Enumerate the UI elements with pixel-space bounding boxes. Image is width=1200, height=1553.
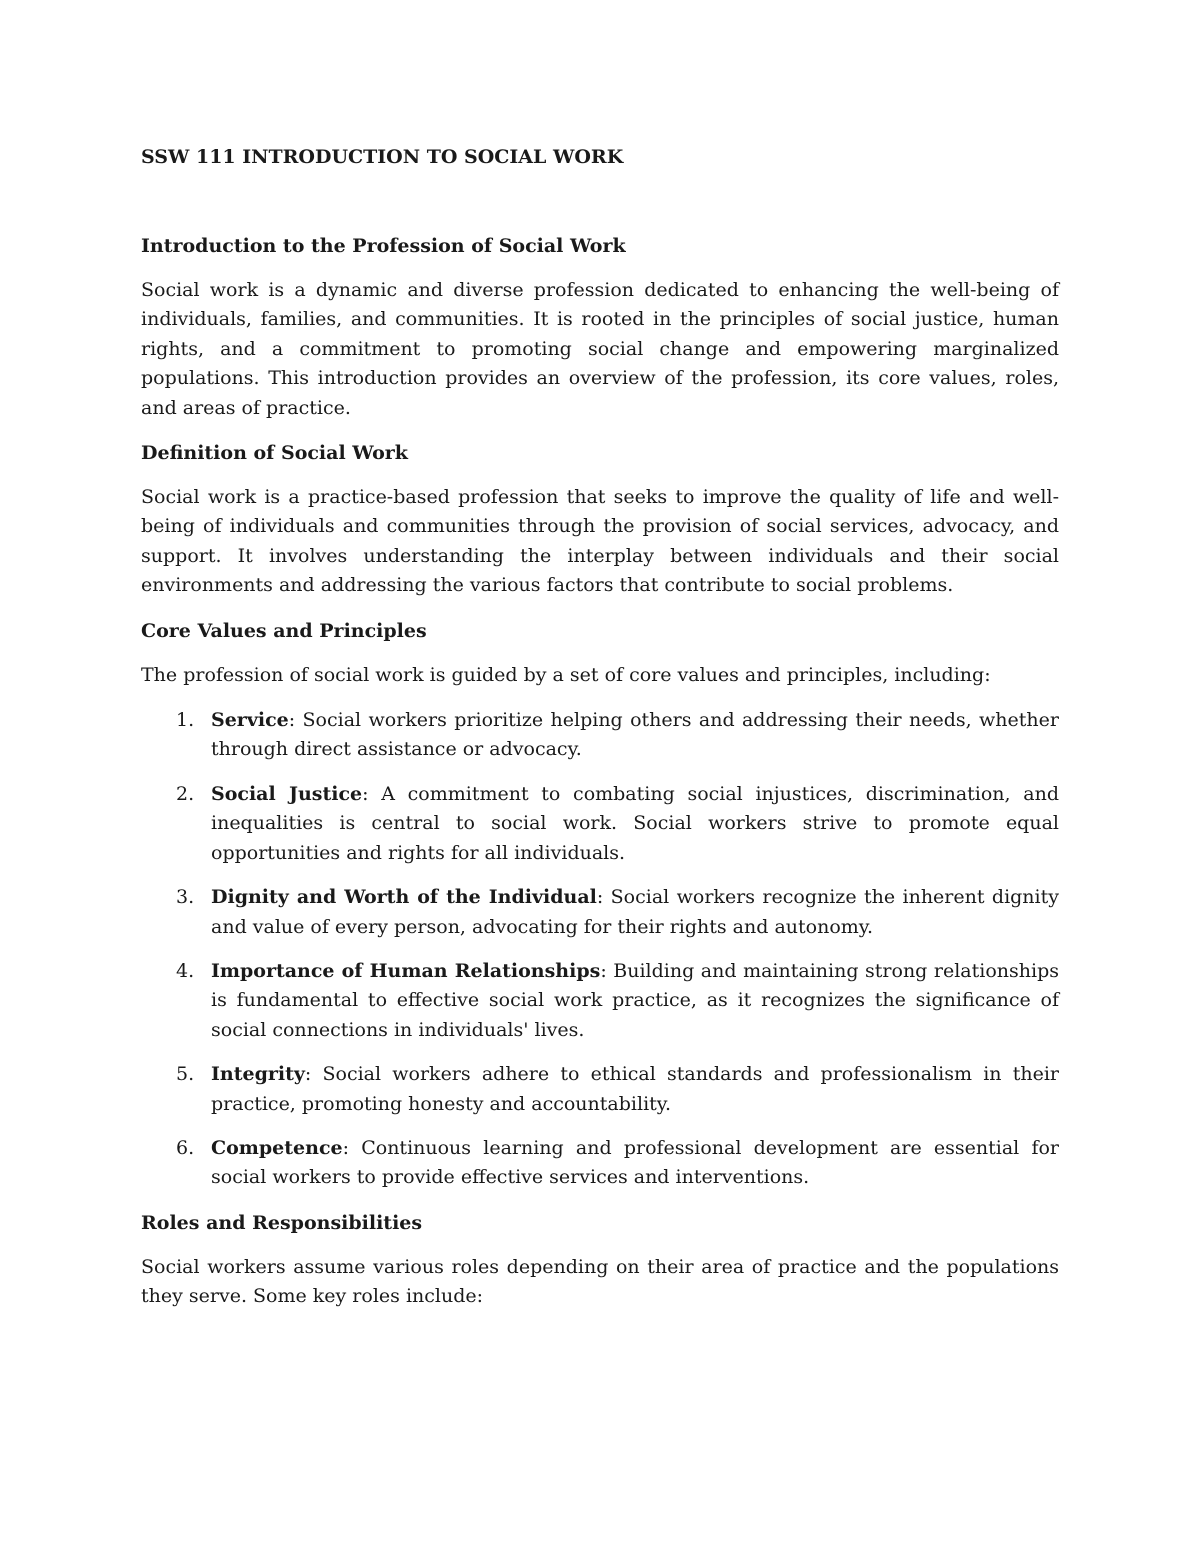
list-item [141, 883, 1059, 942]
list-number: 1. [176, 709, 195, 732]
intro-paragraph: Social work is a dynamic and diverse profession dedicated to enhancing the well-being of individuals, families, and communities. It is rooted in the principles of social justice, human rights, and a commitment to promoting social change and empowering marginalized populations. This introduction provides an overview of the profession, its core values, roles, and areas of practice. [141, 279, 1059, 419]
list-text: : Continuous learning and professional development are essential for social workers to provide effective services and interventions. [211, 1136, 1059, 1189]
list-text: : Building and maintaining strong relationships is fundamental to effective social work practice, as it recognizes the significance of social connections in individuals' lives. [211, 959, 1059, 1041]
list-number: 5. [176, 1063, 195, 1086]
core-values-list [141, 706, 1059, 1193]
list-term: Service [211, 709, 289, 732]
list-term: Social Justice [211, 782, 363, 805]
list-text: : Social workers adhere to ethical standards and professionalism in their practice, promoting honesty and accountability. [211, 1063, 1059, 1115]
list-item [141, 1134, 1059, 1193]
list-term: Dignity and Worth of the Individual [211, 886, 597, 909]
list-text: : Social workers prioritize helping others and addressing their needs, whether through direct assistance or advocacy. [211, 709, 1059, 761]
list-term: Integrity [211, 1063, 305, 1086]
roles-paragraph: Social workers assume various roles depending on their area of practice and the populations they serve. Some key roles include: [141, 1255, 1059, 1308]
definition-paragraph: Social work is a practice-based profession that seeks to improve the quality of life and well-being of individuals and communities through the provision of social services, advocacy, and support. It involves understanding the interplay between individuals and their social environments and addressing the various factors that contribute to social problems. [141, 486, 1059, 597]
list-item [141, 957, 1059, 1045]
document-content [141, 232, 1059, 1328]
list-text: : Social workers recognize the inherent dignity and value of every person, advocating for their rights and autonomy. [211, 886, 1059, 938]
roles-heading: Roles and Responsibilities [141, 1211, 423, 1234]
list-number: 2. [176, 782, 195, 805]
list-term: Competence [211, 1136, 343, 1159]
intro-heading: Introduction to the Profession of Social Work [141, 235, 626, 257]
list-item [141, 706, 1059, 765]
list-item [141, 780, 1059, 868]
list-term: Importance of Human Relationships [211, 959, 601, 982]
list-number: 4. [176, 959, 195, 982]
definition-heading: Definition of Social Work [141, 442, 408, 465]
core-values-paragraph: The profession of social work is guided by a set of core values and principles, including: [141, 663, 991, 686]
list-number: 3. [176, 886, 195, 909]
list-text: : A commitment to combating social injustices, discrimination, and inequalities is central to social work. Social workers strive to promote equal opportunities and rights for all individuals. [211, 782, 1059, 864]
list-item [141, 1060, 1059, 1119]
core-values-heading: Core Values and Principles [141, 619, 427, 642]
list-number: 6. [176, 1136, 195, 1159]
document-title: SSW 111 INTRODUCTION TO SOCIAL WORK [141, 146, 624, 168]
